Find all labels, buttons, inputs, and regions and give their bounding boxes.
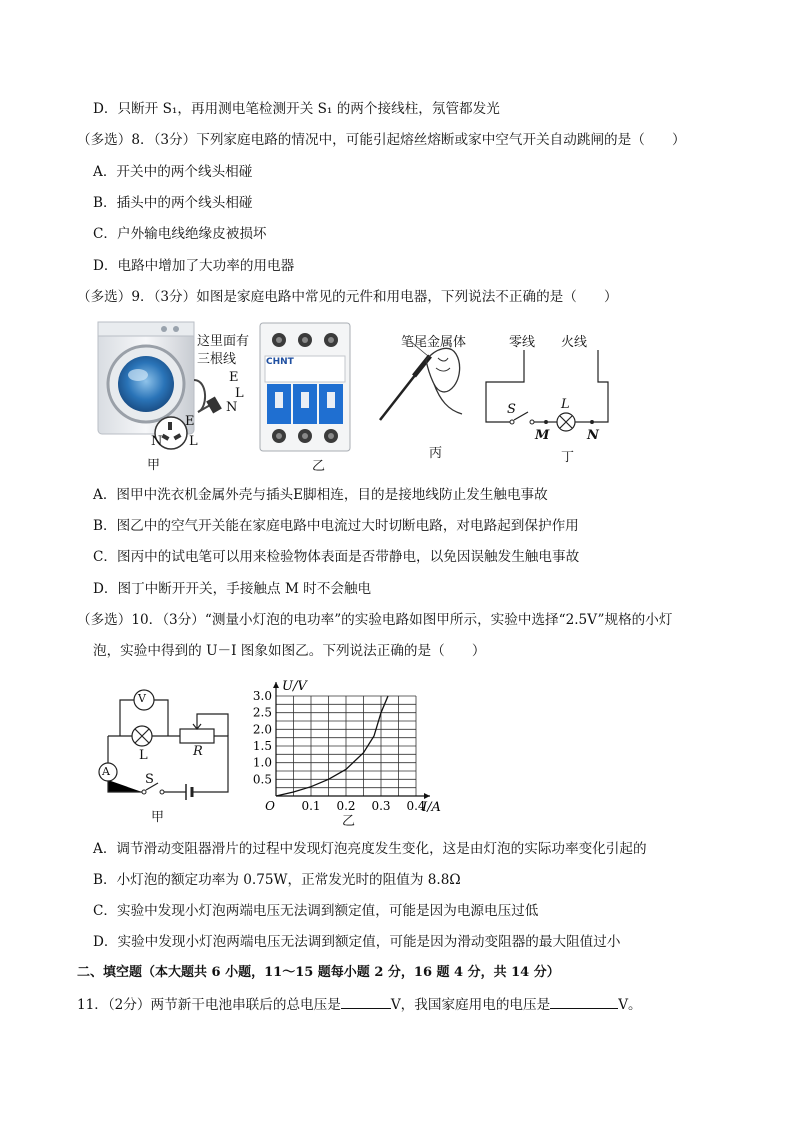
ding-point-m-label: M: [535, 428, 550, 443]
figure-9-ding-caption: 丁: [561, 450, 575, 465]
ding-lamp-l-label: L: [561, 397, 570, 412]
x-axis-label: I/A: [422, 800, 441, 812]
y-axis-arrow: [273, 682, 279, 688]
q9-option-b: B．图乙中的空气开关能在家庭电路中电流过大时切断电路，对电路起到保护作用: [93, 518, 579, 534]
ding-neutral-wire-label: 零线: [509, 335, 536, 350]
origin-label: O: [265, 799, 275, 812]
jia-socket-e-label: E: [185, 414, 195, 429]
figure-9-ding: [480, 350, 620, 440]
y-tick-label: 0.5: [252, 772, 272, 787]
q11-text-part3: V。: [618, 997, 642, 1013]
u-i-graph: [248, 672, 458, 812]
figure-9-yi: [259, 322, 351, 452]
x-tick-label: 0.4: [406, 799, 426, 812]
figure-9-yi-caption: 乙: [312, 459, 326, 474]
y-axis-label: U/V: [282, 679, 307, 694]
pen-metal-tail-label: 笔尾金属体: [401, 335, 467, 350]
figure-10-yi-chart: [248, 672, 458, 812]
q10-stem-line1: （多选）10．（3分）“测量小灯泡的电功率”的实验电路如图甲所示，实验中选择“2.5V”规格的小灯: [77, 612, 673, 628]
q8-option-d: D．电路中增加了大功率的用电器: [93, 258, 295, 274]
figure-10-jia: [88, 684, 238, 804]
q11-text-part2: V，我国家庭用电的电压是: [390, 997, 551, 1013]
q9-stem: （多选）9．（3分）如图是家庭电路中常见的元件和用电器，下列说法不正确的是（ ）: [77, 289, 618, 305]
q8-option-c: C．户外输电线绝缘皮被损坏: [93, 226, 267, 242]
y-tick-label: 2.0: [252, 722, 272, 737]
figure-9-bing-caption: 丙: [429, 446, 443, 461]
q9-option-d: D．图丁中断开开关，手接触点 M 时不会触电: [93, 581, 372, 597]
y-tick-label: 1.0: [252, 755, 272, 770]
q9-option-c: C．图丙中的试电笔可以用来检验物体表面是否带静电，以免因误触发生触电事故: [93, 549, 580, 565]
q8-stem: （多选）8．（3分）下列家庭电路的情况中，可能引起熔丝熔断或家中空气开关自动跳闸的是（ ）: [77, 132, 686, 148]
q10-stem-line2: 泡，实验中得到的 U－I 图象如图乙。下列说法正确的是（ ）: [93, 643, 486, 659]
figure-9-jia-caption: 甲: [147, 458, 161, 473]
jia-socket-l-label: L: [189, 434, 198, 449]
breaker-brand-logo: CHNT: [266, 357, 294, 367]
ding-point-n-label: N: [587, 428, 599, 443]
q11-text-part1: 11．（2分）两节新干电池串联后的总电压是: [77, 997, 341, 1013]
rheostat-r-label: R: [193, 744, 203, 759]
jia-plug-l-label: L: [235, 386, 244, 401]
q10-option-c: C．实验中发现小灯泡两端电压无法调到额定值，可能是因为电源电压过低: [93, 903, 539, 919]
ding-live-wire-label: 火线: [561, 335, 588, 350]
q9-option-a: A．图甲中洗衣机金属外壳与插头E脚相连，目的是接地线防止发生触电事故: [93, 487, 548, 503]
air-breaker-illustration: [259, 322, 351, 452]
y-tick-label: 2.5: [252, 705, 272, 720]
figure-9-bing: [376, 340, 466, 425]
x-tick-label: 0.1: [301, 799, 321, 812]
test-pen-illustration: [376, 340, 466, 425]
q11-blank-1[interactable]: [341, 996, 391, 1009]
ammeter-a-label: A: [102, 765, 110, 778]
x-tick-label: 0.2: [336, 799, 356, 812]
q8-option-a: A．开关中的两个线头相碰: [93, 164, 253, 180]
section-2-heading: 二、填空题（本大题共 6 小题，11～15 题每小题 2 分，16 题 4 分，共 14 分）: [77, 965, 560, 980]
q10-option-a: A．调节滑动变阻器滑片的过程中发现灯泡亮度发生变化，这是由灯泡的实际功率变化引起的: [93, 841, 647, 857]
q8-option-b: B．插头中的两个线头相碰: [93, 195, 253, 211]
jia-note-line1: 这里面有: [197, 334, 250, 349]
q10-option-b: B．小灯泡的额定功率为 0.75W，正常发光时的阻值为 8.8Ω: [93, 872, 461, 888]
switch-s-label: S: [145, 772, 154, 787]
y-tick-label: 1.5: [252, 739, 272, 753]
figure-10-yi-caption: 乙: [342, 814, 356, 829]
jia-socket-n-label: N: [151, 434, 163, 449]
jia-plug-e-label: E: [229, 370, 239, 385]
jia-plug-n-label: N: [226, 400, 238, 415]
ding-circuit-diagram: [480, 350, 620, 440]
measurement-circuit-diagram: [88, 684, 238, 804]
ding-switch-s-label: S: [507, 402, 516, 417]
y-tick-label: 3.0: [252, 689, 272, 703]
q7-option-d: D．只断开 S₁，再用测电笔检测开关 S₁ 的两个接线柱，氖管都发光: [93, 101, 500, 117]
q11-stem: [77, 996, 642, 1014]
q10-option-d: D．实验中发现小灯泡两端电压无法调到额定值，可能是因为滑动变阻器的最大阻值过小: [93, 934, 621, 950]
lamp-l-label: L: [139, 748, 148, 763]
voltmeter-v-label: V: [138, 692, 146, 705]
q11-blank-2[interactable]: [550, 996, 618, 1009]
figure-10-jia-caption: 甲: [151, 810, 165, 825]
x-tick-label: 0.3: [371, 799, 391, 812]
jia-note-line2: 三根线: [197, 352, 237, 367]
